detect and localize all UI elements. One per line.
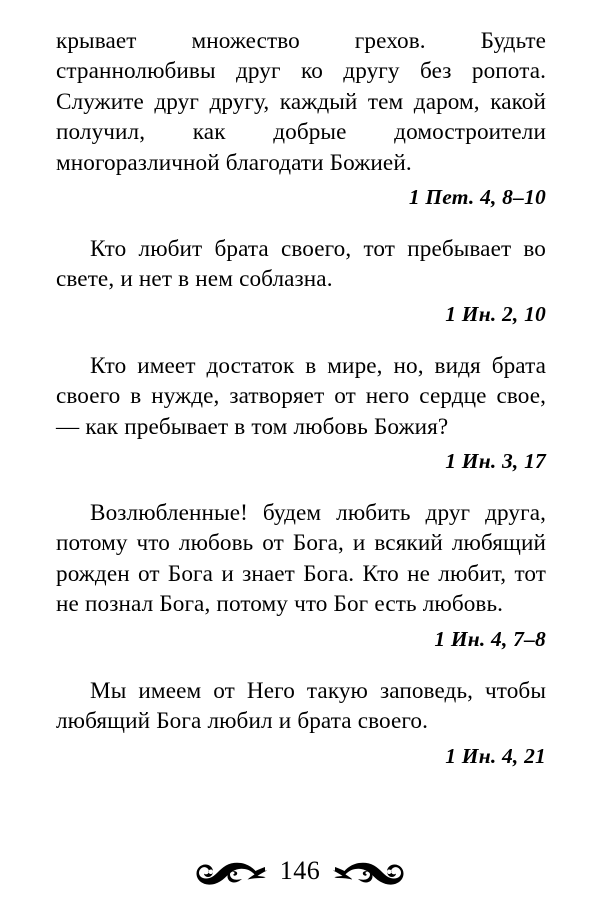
verse-reference: 1 Ин. 4, 21 bbox=[445, 743, 546, 768]
verse-text: Возлюбленные! будем любить друг друга, потому что любовь от Бога, и всякий любящий рожден от Бога и знает Бога. Кто не любит, тот не познал Бога, потому что Бог есть любовь. bbox=[56, 500, 546, 618]
verse-reference: 1 Ин. 4, 7–8 bbox=[434, 626, 546, 651]
verse-block bbox=[56, 676, 546, 771]
verse-text: крывает множество грехов. Будьте страннолюбивы друг ко другу без ропота. Служите друг другу, каждый тем даром, какой получил, как добрые домостроители многоразличной благодати Божией. bbox=[56, 28, 546, 176]
verse-reference: 1 Ин. 2, 10 bbox=[445, 301, 546, 326]
verse-text: Кто имеет достаток в мире, но, видя брата своего в нужде, затворяет от него сердце свое, — как пребывает в том любовь Божия? bbox=[56, 352, 546, 440]
flourish-ornament-left-icon bbox=[181, 856, 267, 888]
verse-block bbox=[56, 234, 546, 329]
verse-text: Кто любит брата своего, тот пребывает во свете, и нет в нем соблазна. bbox=[56, 236, 546, 293]
verse-block bbox=[56, 26, 546, 212]
flourish-ornament-right-icon bbox=[333, 856, 419, 888]
page-text-block bbox=[56, 26, 546, 771]
verse-reference: 1 Ин. 3, 17 bbox=[445, 449, 546, 474]
verse-reference: 1 Пет. 4, 8–10 bbox=[408, 185, 546, 210]
page-footer bbox=[0, 848, 600, 896]
verse-text: Мы имеем от Него такую заповедь, чтобы любящий Бога любил и брата своего. bbox=[56, 677, 546, 735]
page-number: 146 bbox=[279, 856, 321, 885]
verse-block bbox=[56, 351, 546, 476]
verse-block bbox=[56, 498, 546, 654]
